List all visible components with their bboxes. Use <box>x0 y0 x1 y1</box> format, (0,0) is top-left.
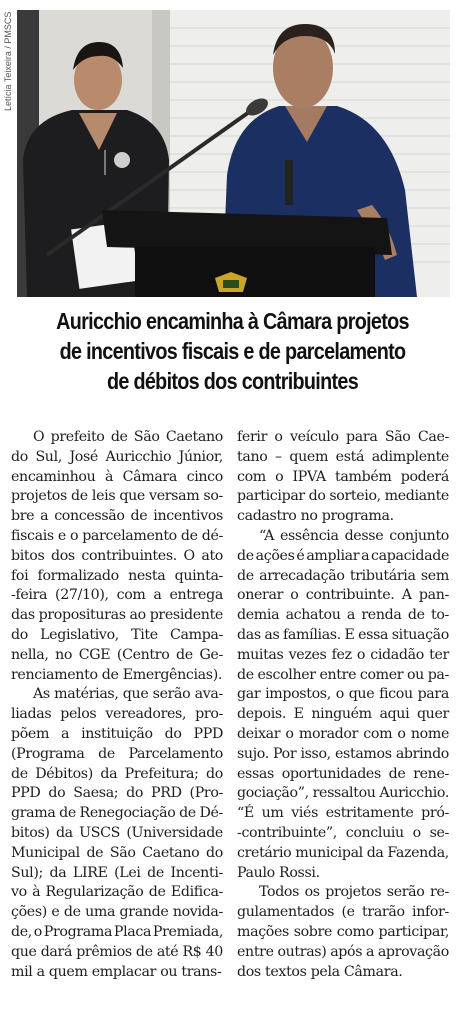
text-line: fiscais e o parcelamento de dé- <box>11 527 223 544</box>
text-line: O prefeito de São Caetano <box>33 429 223 445</box>
text-line: “É um viés estritamente pró- <box>237 805 449 822</box>
text-line: cretário municipal da Fazenda, <box>237 844 449 861</box>
text-line: liadas pelos vereadores, pro- <box>11 706 223 723</box>
text-line: demia achatou a renda de to- <box>237 607 449 624</box>
text-line: participar do sorteio, mediante <box>237 488 449 505</box>
text-line: As matérias, que serão ava- <box>33 686 223 703</box>
text-line: ções) e de uma grande novida- <box>11 904 223 921</box>
text-line: mações sobre como participar, <box>237 923 449 940</box>
text-line: ferir o veículo para São Cae- <box>237 429 449 445</box>
text-line: das proposituras ao presidente <box>11 607 223 624</box>
text-line: tano – quem está adimplente <box>237 448 449 465</box>
news-photo <box>17 10 450 297</box>
text-line: com o IPVA também poderá <box>237 468 449 485</box>
text-line: depois. E ninguém aqui quer <box>237 706 449 723</box>
text-line: renciamento de Emergências). <box>11 666 223 683</box>
text-line: entre outras) após a aprovação <box>237 943 449 960</box>
text-line: mil a quem emplacar ou trans- <box>11 963 222 980</box>
text-line: bre a concessão de incentivos <box>11 508 223 525</box>
text-line: bitos dos contribuintes. O ato <box>11 547 223 564</box>
text-line: essas oportunidades de rene- <box>237 765 449 782</box>
article-column-left <box>11 428 223 982</box>
headline-line: de incentivos fiscais e de parcelamento <box>59 338 406 364</box>
text-line: gociação”, ressaltou Auricchio. <box>237 785 449 802</box>
text-line: nella, no CGE (Centro de Ge- <box>11 646 223 663</box>
article-column-right <box>237 428 449 982</box>
text-line: de ações é ampliar a capacidade <box>237 547 449 564</box>
text-line: onerar o contribuinte. A pan- <box>237 587 449 604</box>
text-line: projetos de leis que versam so- <box>11 488 223 505</box>
headline-line: de débitos dos contribuintes <box>106 368 359 394</box>
text-line: Municipal de São Caetano do <box>11 844 223 861</box>
text-line: muitas vezes fez o cidadão ter <box>237 646 449 663</box>
headline-line: Auricchio encaminha à Câmara projetos <box>56 308 409 334</box>
text-line: “A essência desse conjunto <box>259 527 449 544</box>
text-line: gar impostos, o que ficou para <box>237 686 449 703</box>
text-line: Paulo Rossi. <box>237 864 320 881</box>
text-line: (Programa de Parcelamento <box>11 745 223 762</box>
text-line: encaminhou à Câmara cinco <box>11 468 223 485</box>
text-line: -feira (27/10), com a entrega <box>11 587 223 604</box>
text-line: de escolher entre comer ou pa- <box>237 666 449 683</box>
text-line: de arrecadação tributária sem <box>237 567 449 584</box>
text-line: de, o Programa Placa Premiada, <box>11 923 223 940</box>
text-line: do Sul, José Auricchio Júnior, <box>11 448 223 465</box>
photo-credit: Letícia Teixeira / PMSCS <box>3 12 13 112</box>
text-line: -contribuinte”, concluiu o se- <box>237 824 449 841</box>
text-line: vo à Regularização de Edifica- <box>11 884 223 901</box>
text-line: bitos) da USCS (Universidade <box>11 824 223 841</box>
text-line: Todos os projetos serão re- <box>259 884 449 901</box>
text-line: sujo. Por isso, estamos abrindo <box>237 745 449 762</box>
text-line: PPD do Saesa; do PRD (Pro- <box>11 785 223 802</box>
text-line: cadastro no programa. <box>237 508 394 525</box>
text-line: Sul); da LIRE (Lei de Incenti- <box>11 864 223 881</box>
text-line: que dará prêmios de até R$ 40 <box>11 943 223 960</box>
headline <box>43 306 422 396</box>
text-line: grama de Renegociação de Dé- <box>11 805 223 822</box>
photo-illustration <box>17 10 450 297</box>
text-line: gulamentados (e trarão infor- <box>237 904 449 921</box>
text-line: foi formalizado nesta quinta- <box>11 567 223 584</box>
text-line: do Legislativo, Tite Campa- <box>11 626 223 643</box>
text-line: dos textos pela Câmara. <box>237 963 403 980</box>
text-line: põem a instituição do PPD <box>11 725 223 742</box>
text-line: das as famílias. E essa situação <box>237 626 449 643</box>
text-line: deixar o morador com o nome <box>237 725 449 742</box>
text-line: de Débitos) da Prefeitura; do <box>11 765 223 782</box>
